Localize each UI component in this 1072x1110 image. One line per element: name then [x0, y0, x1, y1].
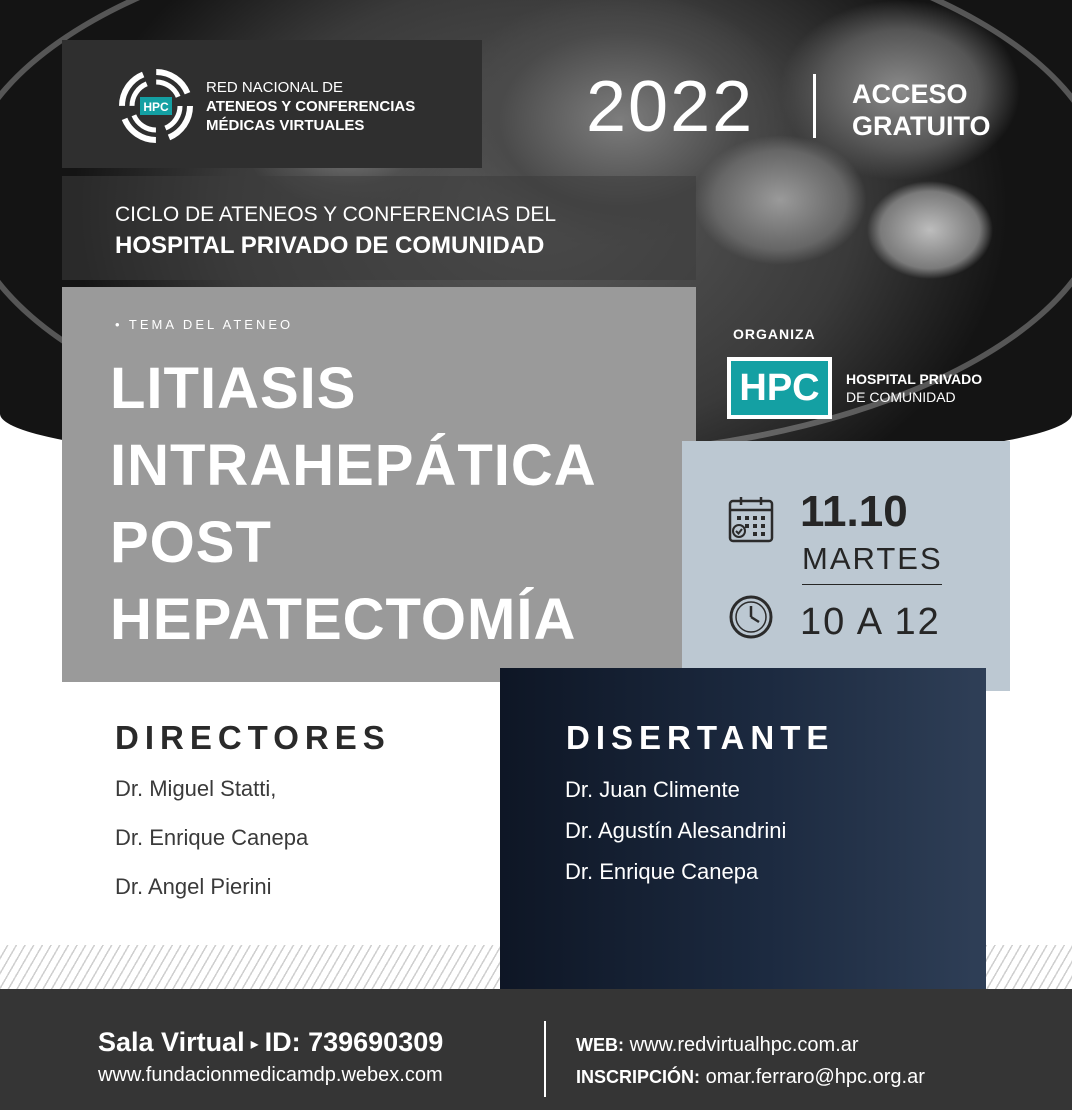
- topic-title-line: INTRAHEPÁTICA: [110, 433, 597, 498]
- organizer-name: [846, 370, 982, 406]
- website-link[interactable]: www.redvirtualhpc.com.ar: [629, 1034, 859, 1056]
- topic-label: • TEMA DEL ATENEO: [115, 317, 294, 332]
- clock-icon: [728, 594, 774, 640]
- organizer-label: ORGANIZA: [733, 326, 816, 342]
- topic-title-line: POST: [110, 510, 272, 575]
- calendar-icon: [728, 495, 774, 543]
- organizer-name-line-2: DE COMUNIDAD: [846, 389, 956, 405]
- website-label: WEB:: [576, 1035, 624, 1055]
- free-access-label: [852, 78, 991, 142]
- cycle-hospital-name: HOSPITAL PRIVADO DE COMUNIDAD: [115, 232, 545, 259]
- registration: [576, 1066, 925, 1089]
- hpc-logo: [727, 357, 832, 419]
- network-logo-icon: [118, 68, 194, 144]
- network-logo-text: [206, 78, 415, 135]
- date-divider: [802, 584, 942, 585]
- director-name: Dr. Enrique Canepa: [115, 825, 309, 850]
- virtual-room-link[interactable]: www.fundacionmedicamdp.webex.com: [98, 1064, 443, 1086]
- logo-line-1: RED NACIONAL DE: [206, 79, 343, 96]
- topic-title-line: LITIASIS: [110, 356, 357, 421]
- year: 2022: [586, 67, 755, 147]
- access-line-2: GRATUITO: [852, 111, 991, 141]
- website: [576, 1034, 859, 1057]
- director-name: Dr. Angel Pierini: [115, 874, 272, 899]
- play-arrow-icon: ▸: [250, 1036, 259, 1053]
- logo-line-3: MÉDICAS VIRTUALES: [206, 117, 365, 134]
- cycle-subtitle: CICLO DE ATENEOS Y CONFERENCIAS DEL: [115, 203, 557, 226]
- director-name: Dr. Miguel Statti,: [115, 776, 277, 801]
- topic-title: [110, 350, 597, 658]
- speaker-name: Dr. Juan Climente: [565, 777, 740, 802]
- speaker-name: Dr. Enrique Canepa: [565, 859, 759, 884]
- event-date: 11.10: [800, 487, 908, 536]
- directors-title: DIRECTORES: [115, 719, 391, 756]
- event-time: 10 A 12: [800, 601, 941, 643]
- logo-line-2: ATENEOS Y CONFERENCIAS: [206, 98, 416, 115]
- topic-title-line: HEPATECTOMÍA: [110, 587, 577, 652]
- event-weekday: MARTES: [802, 541, 943, 576]
- footer-divider: [544, 1021, 546, 1097]
- organizer-name-line-1: HOSPITAL PRIVADO: [846, 371, 983, 387]
- virtual-room-label: Sala Virtual: [98, 1027, 245, 1057]
- registration-label: INSCRIPCIÓN:: [576, 1067, 701, 1087]
- virtual-room-id: ID: 739690309: [264, 1027, 444, 1057]
- speaker-name: Dr. Agustín Alesandrini: [565, 818, 787, 843]
- speakers-title: DISERTANTE: [566, 719, 835, 756]
- access-line-1: ACCESO: [852, 79, 968, 109]
- logo-badge-text: HPC: [143, 100, 169, 114]
- registration-email-link[interactable]: omar.ferraro@hpc.org.ar: [705, 1066, 925, 1088]
- cycle-band: [62, 176, 696, 280]
- header-divider: [813, 74, 816, 138]
- virtual-room: [98, 1027, 443, 1058]
- hpc-logo-text: HPC: [731, 361, 828, 415]
